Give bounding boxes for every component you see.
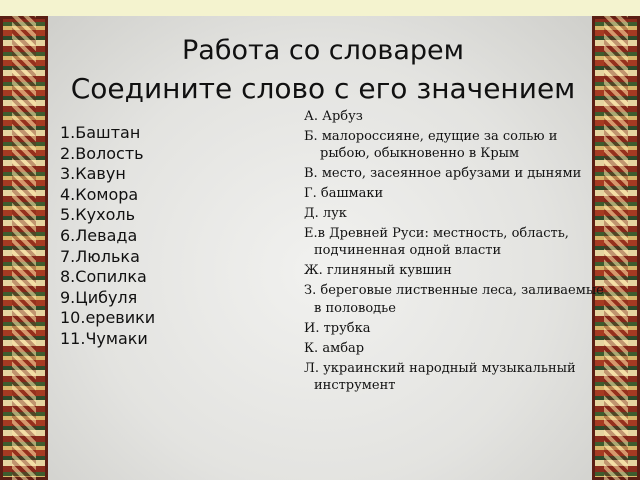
slide-subtitle: Соедините слово с его значением [70, 72, 576, 105]
definition-item: Л. украинский народный музыкальный инструмент [304, 360, 576, 393]
definition-item: Д. лук [304, 206, 347, 222]
word-item: 8.Сопилка [60, 267, 147, 287]
definition-item: Б. малороссияне, едущие за солью и рыбою, обыкновенно в Крым [304, 129, 558, 162]
top-strip [0, 0, 640, 16]
definition-item: И. трубка [304, 320, 371, 336]
definition-item: Г. башмаки [304, 186, 384, 202]
definition-item: В. место, засеянное арбузами и дынями [304, 166, 582, 182]
word-item: 9.Цибуля [60, 287, 138, 307]
word-item: 4.Комора [60, 184, 139, 204]
definition-list [304, 108, 604, 397]
word-list [60, 123, 155, 350]
definition-item: Ж. глиняный кувшин [304, 263, 452, 279]
word-item: 6.Левада [60, 225, 138, 245]
slide-title: Работа со словарем [182, 35, 464, 66]
word-item: 3.Кавун [60, 164, 126, 184]
word-item: 11.Чумаки [60, 328, 148, 348]
definition-item: З. береговые лиственные леса, заливаемые в половодье [304, 283, 604, 316]
word-item: 7.Люлька [60, 246, 140, 266]
definition-item: А. Арбуз [304, 109, 363, 124]
word-item: 1.Баштан [60, 123, 141, 142]
left-ornament-border [0, 16, 48, 480]
definition-item: К. амбар [304, 340, 365, 356]
definition-item: Е.в Древней Руси: местность, область, подчиненная одной власти [304, 226, 569, 259]
word-item: 2.Волость [60, 143, 144, 163]
word-item: 10.еревики [60, 308, 156, 328]
word-item: 5.Кухоль [60, 205, 136, 225]
